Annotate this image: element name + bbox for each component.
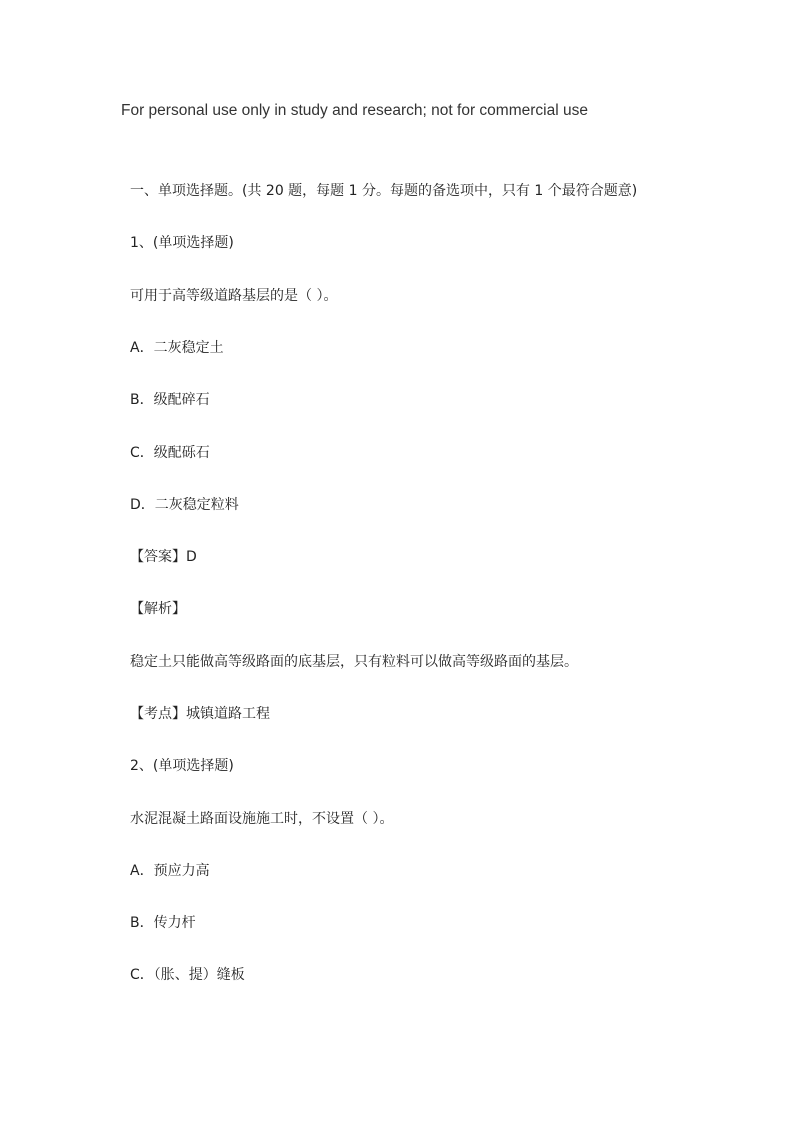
- question-1-option-a: A．二灰稳定土: [130, 340, 224, 356]
- question-1-option-d: D．二灰稳定粒料: [130, 497, 239, 513]
- question-1-option-c: C．级配砾石: [130, 445, 210, 461]
- question-1-stem: 可用于高等级道路基层的是（ ）。: [130, 288, 338, 304]
- question-1-number: 1、(单项选择题): [130, 235, 234, 251]
- question-1-option-b: B．级配碎石: [130, 392, 210, 408]
- question-1-analysis-title: 【解析】: [130, 601, 186, 617]
- question-2-number: 2、(单项选择题): [130, 758, 234, 774]
- usage-notice: For personal use only in study and research; not for commercial use: [121, 102, 588, 119]
- question-1-analysis: 稳定土只能做高等级路面的底基层，只有粒料可以做高等级路面的基层。: [130, 654, 578, 670]
- question-2-stem: 水泥混凝土路面设施施工时，不设置（ ）。: [130, 811, 394, 827]
- section-heading: 一、单项选择题。(共 20 题，每题 1 分。每题的备选项中，只有 1 个最符合题意): [130, 183, 638, 199]
- question-1-answer: 【答案】D: [130, 549, 197, 565]
- question-2-option-c: C．（胀、提）缝板: [130, 967, 245, 983]
- question-1-point: 【考点】城镇道路工程: [130, 706, 270, 722]
- question-2-option-b: B．传力杆: [130, 915, 196, 931]
- question-2-option-a: A．预应力高: [130, 863, 210, 879]
